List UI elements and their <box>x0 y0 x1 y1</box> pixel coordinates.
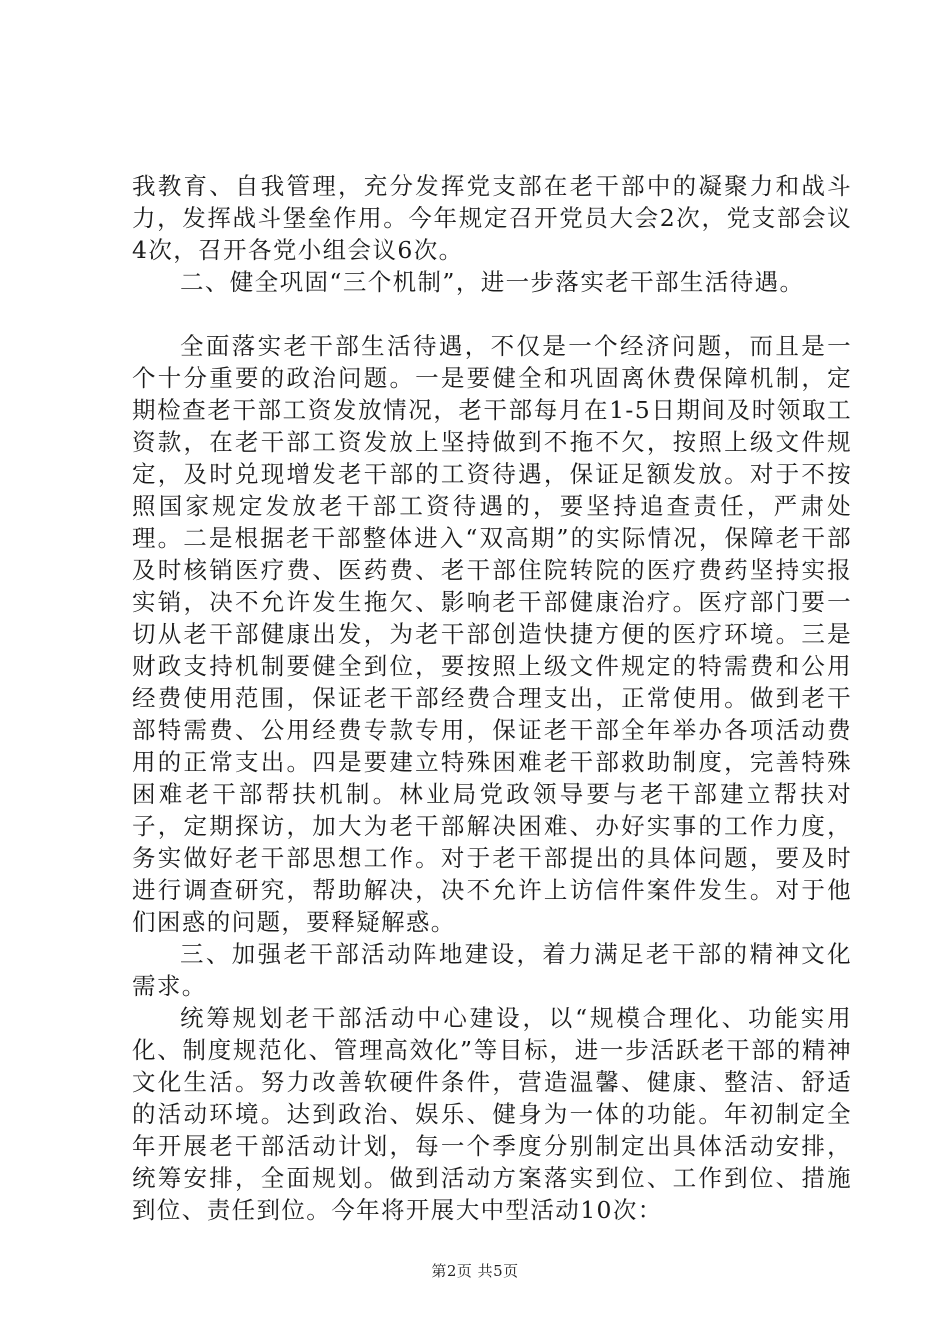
section-heading-three: 三、加强老干部活动阵地建设，着力满足老干部的精神文化需求。 <box>132 940 852 1000</box>
section-heading-two: 二、健全巩固“三个机制”，进一步落实老干部生活待遇。 <box>180 268 805 296</box>
paragraph-activity-center: 统筹规划老干部活动中心建设，以“规模合理化、功能实用化、制度规范化、管理高效化”等目标，进一步活跃老干部的精神文化生活。努力改善软硬件条件，营造温馨、健康、整洁、舒适的活动环境。达到政治、娱乐、健身为一体的功能。年初制定全年开展老干部活动计划，每一个季度分别制定出具体活动安排，统筹安排，全面规划。做到活动方案落实到位、工作到位、措施到位、责任到位。今年将开展大中型活动10次： <box>132 1004 852 1224</box>
paragraph-living-benefits: 全面落实老干部生活待遇，不仅是一个经济问题，而且是一个十分重要的政治问题。一是要健全和巩固离休费保障机制，定期检查老干部工资发放情况，老干部每月在1-5日期间及时领取工资款，在老干部工资发放上坚持做到不拖不欠，按照上级文件规定，及时兑现增发老干部的工资待遇，保证足额发放。对于不按照国家规定发放老干部工资待遇的，要坚持追查责任，严肃处理。二是根据老干部整体进入“双高期”的实际情况，保障老干部及时核销医疗费、医药费、老干部住院转院的医疗费药坚持实报实销，决不允许发生拖欠、影响老干部健康治疗。医疗部门要一切从老干部健康出发，为老干部创造快捷方便的医疗环境。三是财政支持机制要健全到位，要按照上级文件规定的特需费和公用经费使用范围，保证老干部经费合理支出，正常使用。做到老干部特需费、公用经费专款专用，保证老干部全年举办各项活动费用的正常支出。四是要建立特殊困难老干部救助制度，完善特殊困难老干部帮扶机制。林业局党政领导要与老干部建立帮扶对子，定期探访，加大为老干部解决困难、办好实事的工作力度，务实做好老干部思想工作。对于老干部提出的具体问题，要及时进行调查研究，帮助解决，决不允许上访信件案件发生。对于他们困惑的问题，要释疑解惑。 <box>132 332 852 936</box>
document-body <box>132 170 852 1226</box>
paragraph-continuation: 我教育、自我管理，充分发挥党支部在老干部中的凝聚力和战斗力，发挥战斗堡垒作用。今年规定召开党员大会2次，党支部会议4次，召开各党小组会议6次。 <box>132 172 852 264</box>
page-footer: 第2页 共5页 <box>431 1262 519 1280</box>
